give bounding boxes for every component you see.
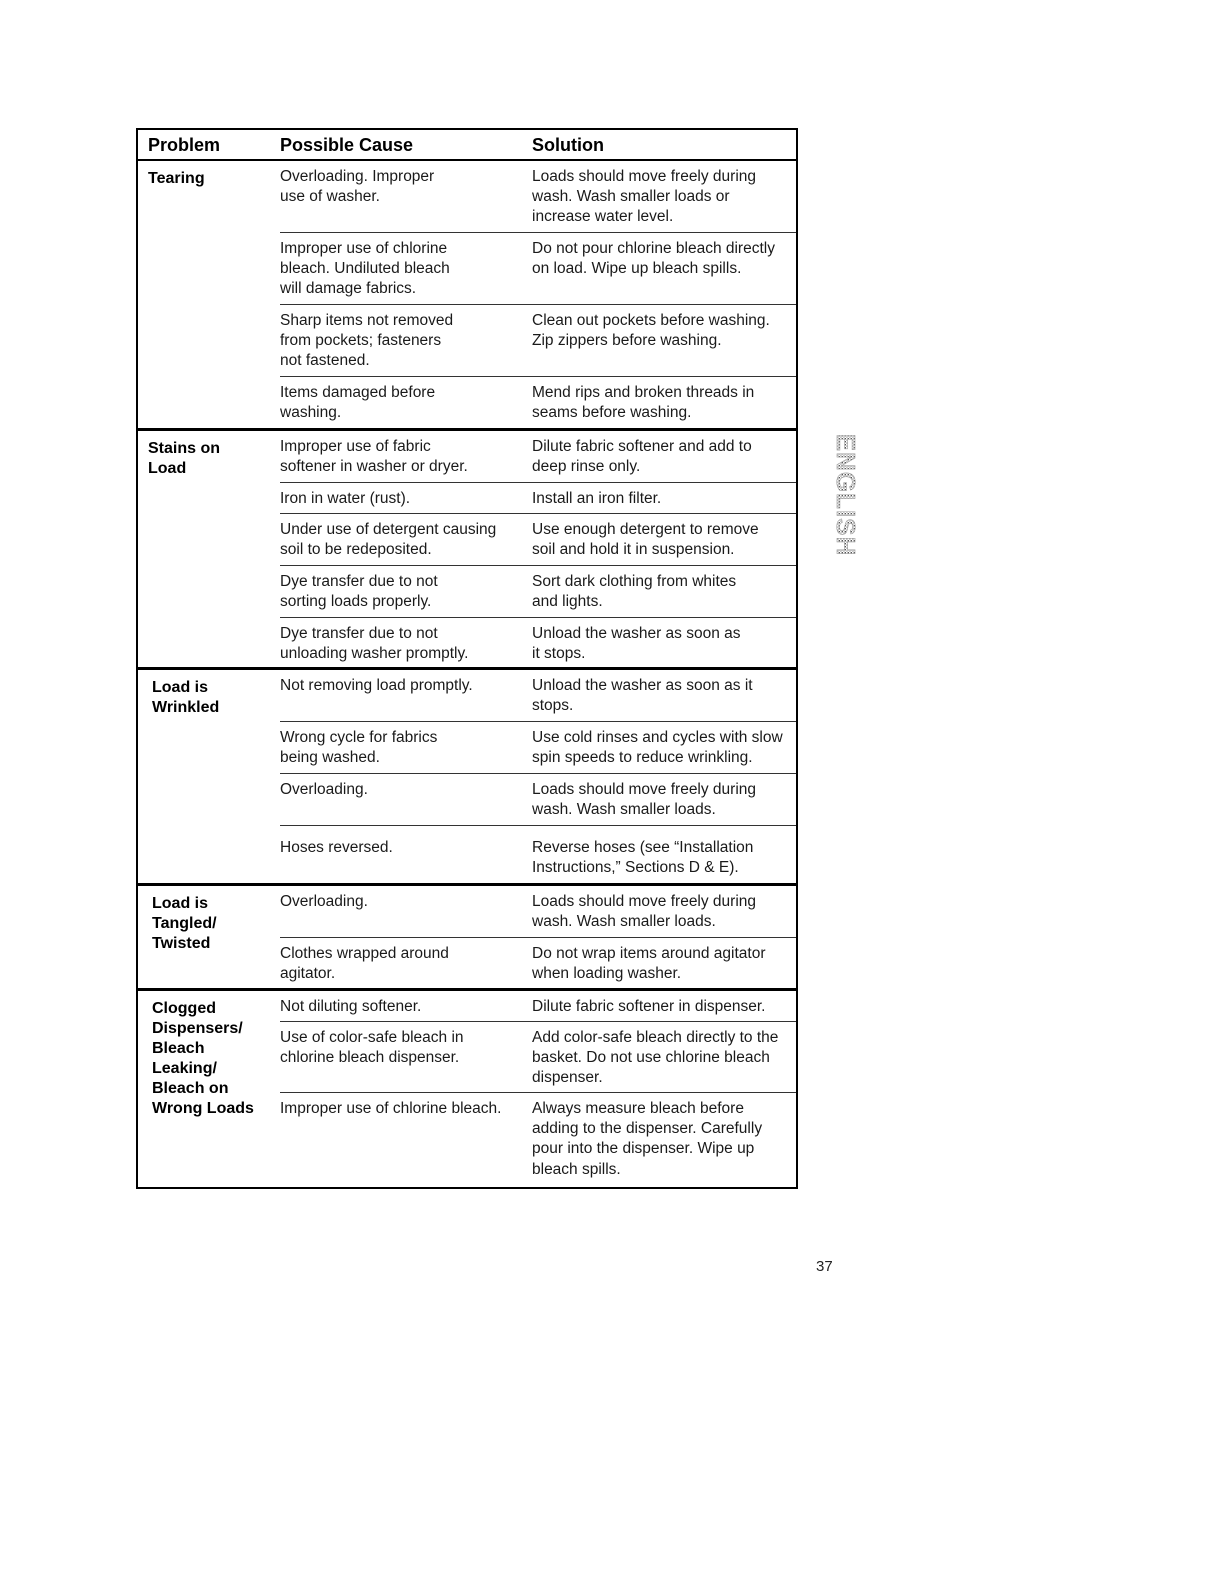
solution-cell: Always measure bleach before adding to the dispenser. Carefully pour into the dispenser. Wipe up bleach spills. <box>532 1100 763 1178</box>
problem-group-load-wrinkled <box>138 670 796 886</box>
problem-group-tearing <box>138 161 796 431</box>
table-row <box>280 774 796 826</box>
table-row <box>280 233 796 305</box>
cause-cell: Overloading. <box>280 781 368 798</box>
table-row <box>280 514 796 566</box>
solution-cell: Clean out pockets before washing. Zip zippers before washing. <box>532 312 770 350</box>
solution-cell: Unload the washer as soon as it stops. <box>532 677 753 715</box>
cause-cell: Dye transfer due to not unloading washer promptly. <box>280 625 469 663</box>
cause-cell: Hoses reversed. <box>280 839 393 856</box>
problem-label: Clogged Dispensers/ Bleach Leaking/ Bleach on Wrong Loads <box>152 1000 254 1117</box>
table-row <box>280 305 796 377</box>
table-row <box>280 1093 796 1187</box>
table-row <box>280 1022 796 1093</box>
cause-cell: Iron in water (rust). <box>280 490 411 507</box>
problem-group-clogged-dispensers <box>138 991 796 1187</box>
cause-cell: Wrong cycle for fabrics being washed. <box>280 729 438 767</box>
solution-cell: Unload the washer as soon as it stops. <box>532 625 741 663</box>
side-tab-text: ENGLISH <box>831 433 861 557</box>
table-row <box>280 483 796 514</box>
solution-cell: Mend rips and broken threads in seams before washing. <box>532 384 755 422</box>
table-row <box>280 991 796 1022</box>
cause-cell: Overloading. Improper use of washer. <box>280 168 435 206</box>
solution-cell: Reverse hoses (see “Installation Instructions,” Sections D & E). <box>532 839 754 877</box>
solution-cell: Loads should move freely during wash. Wash smaller loads or increase water level. <box>532 168 757 226</box>
table-row <box>280 886 796 938</box>
header-problem: Problem <box>148 135 221 155</box>
cause-cell: Under use of detergent causing soil to be redeposited. <box>280 521 497 559</box>
table-row <box>280 826 796 883</box>
table-header-row <box>138 130 796 161</box>
solution-cell: Dilute fabric softener in dispenser. <box>532 998 766 1015</box>
solution-cell: Install an iron filter. <box>532 490 662 507</box>
table-row <box>280 722 796 774</box>
header-possible-cause: Possible Cause <box>280 135 414 155</box>
table-row <box>280 431 796 483</box>
table-row <box>280 670 796 722</box>
cause-cell: Items damaged before washing. <box>280 384 436 422</box>
solution-cell: Use cold rinses and cycles with slow spin speeds to reduce wrinkling. <box>532 729 783 767</box>
cause-cell: Improper use of chlorine bleach. <box>280 1100 502 1117</box>
cause-cell: Dye transfer due to not sorting loads properly. <box>280 573 438 611</box>
cause-cell: Use of color-safe bleach in chlorine bleach dispenser. <box>280 1029 464 1067</box>
side-language-tab <box>815 408 861 582</box>
troubleshooting-table <box>136 128 798 1189</box>
problem-label: Load is Tangled/ Twisted <box>152 895 217 952</box>
table-row <box>280 618 796 667</box>
solution-cell: Do not pour chlorine bleach directly on load. Wipe up bleach spills. <box>532 240 775 278</box>
page-number: 37 <box>816 1258 833 1275</box>
cause-cell: Improper use of fabric softener in washer or dryer. <box>280 438 468 476</box>
solution-cell: Dilute fabric softener and add to deep rinse only. <box>532 438 752 476</box>
cause-cell: Improper use of chlorine bleach. Undiluted bleach will damage fabrics. <box>280 240 450 298</box>
solution-cell: Do not wrap items around agitator when loading washer. <box>532 945 766 983</box>
solution-cell: Loads should move freely during wash. Wash smaller loads. <box>532 893 757 931</box>
table-row <box>280 377 796 428</box>
header-solution: Solution <box>532 135 604 155</box>
solution-cell: Add color-safe bleach directly to the basket. Do not use chlorine bleach dispenser. <box>532 1029 779 1087</box>
problem-group-load-tangled <box>138 886 796 991</box>
problem-label: Stains on Load <box>148 440 221 477</box>
problem-label: Tearing <box>148 170 205 187</box>
cause-cell: Not diluting softener. <box>280 998 422 1015</box>
solution-cell: Sort dark clothing from whites and lights. <box>532 573 737 611</box>
cause-cell: Overloading. <box>280 893 368 910</box>
cause-cell: Sharp items not removed from pockets; fasteners not fastened. <box>280 312 454 370</box>
table-row <box>280 566 796 618</box>
problem-label: Load is Wrinkled <box>152 679 220 716</box>
table-row <box>280 161 796 233</box>
problem-group-stains-on-load <box>138 431 796 670</box>
solution-cell: Loads should move freely during wash. Wash smaller loads. <box>532 781 757 819</box>
cause-cell: Not removing load promptly. <box>280 677 473 694</box>
table-row <box>280 938 796 988</box>
cause-cell: Clothes wrapped around agitator. <box>280 945 449 983</box>
solution-cell: Use enough detergent to remove soil and hold it in suspension. <box>532 521 759 559</box>
